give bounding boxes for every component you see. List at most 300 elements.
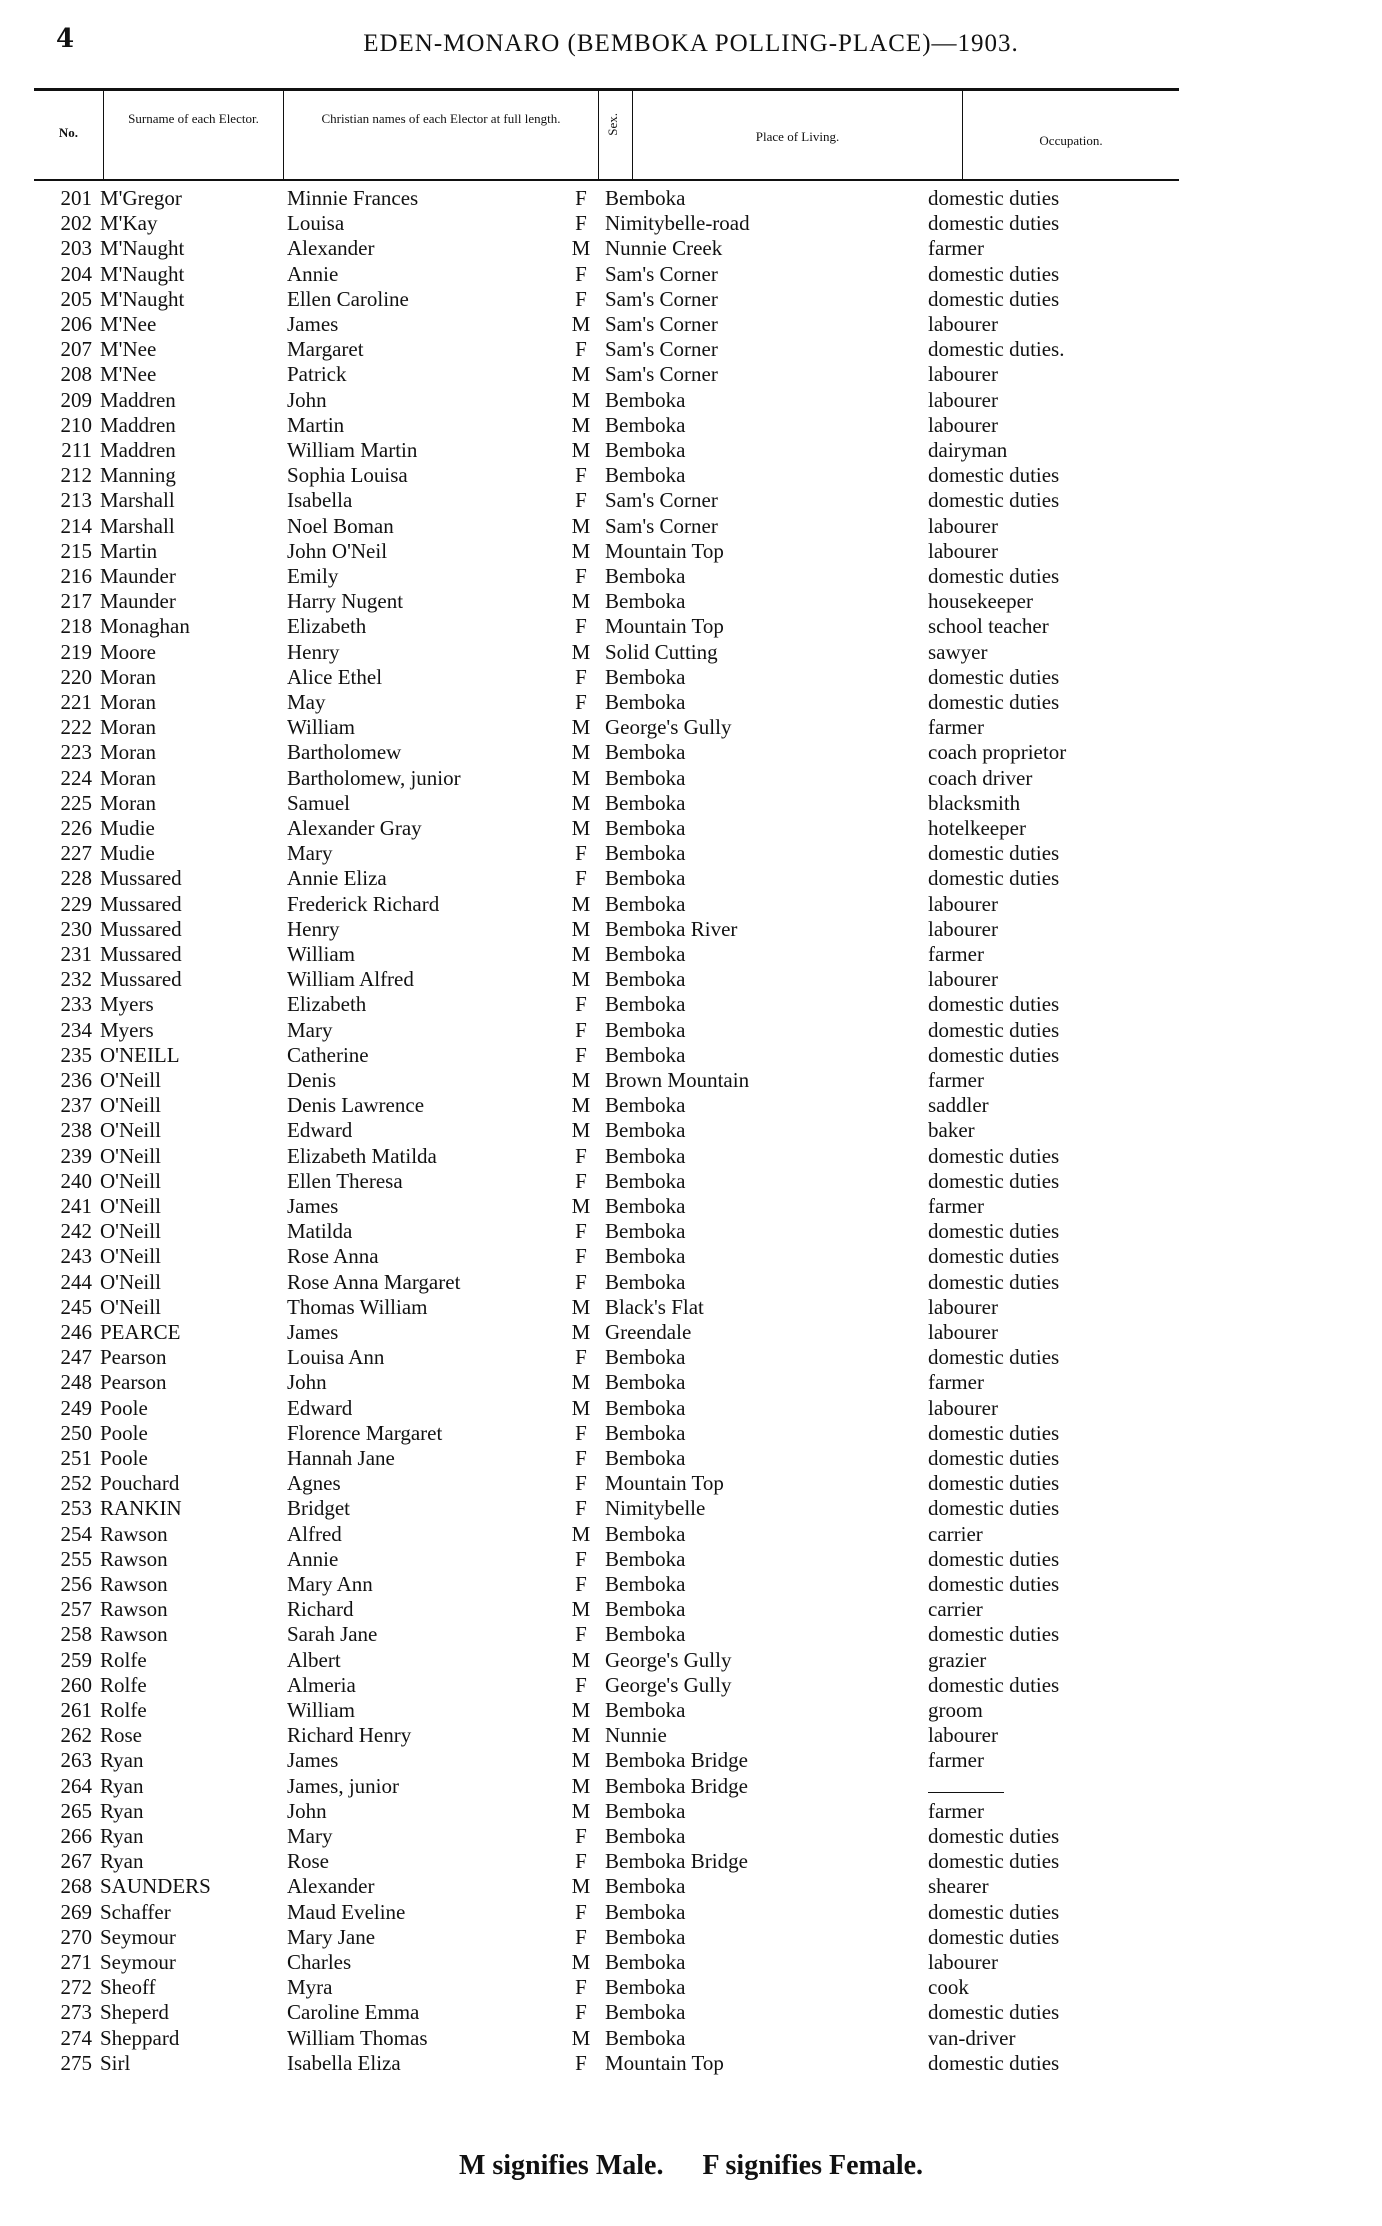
elector-occupation: domestic duties <box>928 1622 1060 1647</box>
elector-christian-names: Patrick <box>287 362 347 387</box>
elector-occupation: domestic duties <box>928 1824 1060 1848</box>
header-surname-label: Surname of each Elector. <box>128 111 259 126</box>
elector-christian-names: Bartholomew <box>287 740 402 765</box>
elector-surname: Seymour <box>100 1924 176 1949</box>
elector-surname: M'Nee <box>100 337 157 362</box>
elector-sex: M <box>571 1874 591 1899</box>
elector-christian-names: Almeria <box>287 1672 356 1697</box>
elector-christian-names: Alice Ethel <box>287 664 383 689</box>
table-row <box>0 2051 1382 2076</box>
elector-surname: O'Neill <box>100 1269 161 1294</box>
elector-number: 261 <box>60 1698 92 1722</box>
elector-number: 215 <box>60 538 92 563</box>
elector-number: 239 <box>60 1143 92 1168</box>
elector-surname: Moran <box>100 740 156 765</box>
elector-sex: F <box>575 1168 587 1193</box>
table-row <box>0 488 1382 513</box>
elector-number: 223 <box>60 740 92 765</box>
elector-christian-names: Alexander <box>287 1874 375 1899</box>
elector-occupation: domestic duties <box>928 1849 1060 1874</box>
elector-number: 219 <box>60 639 92 664</box>
elector-surname: Ryan <box>100 1798 144 1823</box>
elector-christian-names: Rose Anna <box>287 1244 379 1269</box>
elector-surname: Schaffer <box>100 1899 171 1924</box>
elector-surname: O'NEILL <box>100 1042 180 1067</box>
elector-place: George's Gully <box>605 1672 732 1697</box>
elector-occupation: blacksmith <box>928 790 1021 815</box>
elector-sex: M <box>571 589 591 614</box>
elector-sex: M <box>571 1698 591 1722</box>
elector-place: Bemboka <box>605 1521 686 1546</box>
elector-number: 240 <box>60 1168 92 1193</box>
table-row <box>0 1169 1382 1194</box>
elector-christian-names: Hannah Jane <box>287 1446 395 1470</box>
elector-number: 254 <box>60 1521 92 1546</box>
table-row <box>0 1723 1382 1748</box>
elector-place: Bemboka Bridge <box>605 1748 748 1773</box>
elector-christian-names: Mary <box>287 1824 333 1848</box>
elector-occupation: labourer <box>928 1395 998 1420</box>
elector-surname: Maddren <box>100 438 176 462</box>
elector-number: 218 <box>60 614 92 639</box>
elector-christian-names: William Martin <box>287 438 418 462</box>
elector-sex: M <box>571 1118 591 1143</box>
elector-place: Bemboka <box>605 1395 686 1420</box>
elector-occupation: domestic duties <box>928 1546 1060 1571</box>
elector-place: Bemboka <box>605 564 686 588</box>
elector-sex: M <box>571 1521 591 1546</box>
elector-occupation: labourer <box>928 1723 998 1748</box>
elector-surname: Rawson <box>100 1622 168 1647</box>
elector-christian-names: Elizabeth Matilda <box>287 1143 437 1168</box>
elector-occupation: domestic duties <box>928 866 1060 891</box>
elector-occupation: coach driver <box>928 765 1033 790</box>
header-sex-label: Sex. <box>605 113 620 136</box>
elector-christian-names: Louisa <box>287 211 345 236</box>
elector-number: 266 <box>60 1824 92 1848</box>
elector-surname: M'Naught <box>100 261 185 286</box>
elector-number: 274 <box>60 2025 92 2050</box>
elector-place: Bemboka <box>605 1017 686 1042</box>
elector-place: Bemboka <box>605 1698 686 1722</box>
elector-occupation: labourer <box>928 538 998 563</box>
elector-christian-names: William Alfred <box>287 967 414 992</box>
elector-sex: F <box>575 1899 587 1924</box>
elector-sex: M <box>571 1093 591 1118</box>
elector-occupation: domestic duties <box>928 690 1060 714</box>
elector-sex: M <box>571 715 591 740</box>
elector-place: Bemboka <box>605 1194 686 1218</box>
elector-number: 272 <box>60 1975 92 2000</box>
elector-sex: M <box>571 412 591 437</box>
table-row <box>0 967 1382 992</box>
elector-sex: M <box>571 639 591 664</box>
elector-place: Nimitybelle <box>605 1496 706 1521</box>
elector-number: 206 <box>60 312 92 336</box>
elector-surname: Maunder <box>100 564 176 588</box>
table-row <box>0 1496 1382 1521</box>
table-row <box>0 740 1382 765</box>
elector-place: Bemboka <box>605 463 686 488</box>
header-sex <box>599 91 633 179</box>
elector-occupation: labourer <box>928 412 998 437</box>
elector-number: 265 <box>60 1798 92 1823</box>
elector-place: Bemboka <box>605 1874 686 1899</box>
elector-surname: Maunder <box>100 589 176 614</box>
elector-place: Bemboka <box>605 1042 686 1067</box>
table-row <box>0 1093 1382 1118</box>
table-row <box>0 715 1382 740</box>
elector-surname: Pearson <box>100 1370 167 1395</box>
elector-number: 250 <box>60 1420 92 1445</box>
table-row <box>0 892 1382 917</box>
elector-number: 230 <box>60 916 92 941</box>
table-row <box>0 1219 1382 1244</box>
elector-place: Bemboka <box>605 740 686 765</box>
elector-sex: F <box>575 337 587 362</box>
table-row <box>0 413 1382 438</box>
elector-sex: M <box>571 362 591 387</box>
elector-sex: F <box>575 1975 587 2000</box>
table-row <box>0 1799 1382 1824</box>
elector-surname: Maddren <box>100 412 176 437</box>
elector-number: 242 <box>60 1219 92 1244</box>
elector-sex: M <box>571 1723 591 1748</box>
elector-number: 207 <box>60 337 92 362</box>
elector-place: Bemboka <box>605 1899 686 1924</box>
elector-christian-names: Annie <box>287 1546 339 1571</box>
elector-occupation: domestic duties <box>928 664 1060 689</box>
elector-sex: M <box>571 2025 591 2050</box>
elector-sex: M <box>571 740 591 765</box>
table-row <box>0 564 1382 589</box>
elector-sex: F <box>575 992 587 1017</box>
table-row <box>0 1522 1382 1547</box>
elector-christian-names: Thomas William <box>287 1294 428 1319</box>
elector-number: 245 <box>60 1294 92 1319</box>
elector-christian-names: Noel Boman <box>287 513 394 538</box>
elector-place: Sam's Corner <box>605 513 718 538</box>
table-row <box>0 614 1382 639</box>
elector-number: 262 <box>60 1723 92 1748</box>
elector-number: 226 <box>60 816 92 840</box>
elector-occupation: domestic duties <box>928 286 1060 311</box>
elector-occupation: domestic duties <box>928 1471 1060 1496</box>
table-row <box>0 262 1382 287</box>
elector-number: 224 <box>60 765 92 790</box>
elector-occupation: domestic duties <box>928 564 1060 588</box>
elector-number: 208 <box>60 362 92 387</box>
elector-sex: F <box>575 1572 587 1596</box>
elector-number: 211 <box>61 438 92 462</box>
elector-number: 270 <box>60 1924 92 1949</box>
elector-occupation: labourer <box>928 362 998 387</box>
elector-surname: Poole <box>100 1446 148 1470</box>
elector-sex: F <box>575 1824 587 1848</box>
elector-occupation: domestic duties <box>928 186 1060 210</box>
elector-number: 248 <box>60 1370 92 1395</box>
elector-number: 257 <box>60 1597 92 1622</box>
elector-occupation: domestic duties <box>928 1244 1060 1269</box>
elector-occupation: shearer <box>928 1874 989 1899</box>
table-row <box>0 463 1382 488</box>
table-row <box>0 312 1382 337</box>
page-title: EDEN-MONARO (BEMBOKA POLLING-PLACE)—1903. <box>363 30 1019 57</box>
elector-surname: Martin <box>100 538 158 563</box>
elector-surname: M'Naught <box>100 236 185 261</box>
elector-number: 231 <box>60 942 92 966</box>
elector-occupation: van-driver <box>928 2025 1016 2050</box>
elector-sex: M <box>571 942 591 966</box>
elector-surname: SAUNDERS <box>100 1874 211 1899</box>
elector-place: Brown Mountain <box>605 1068 750 1092</box>
elector-occupation: farmer <box>928 1370 984 1395</box>
elector-occupation: domestic duties <box>928 1572 1060 1596</box>
table-row <box>0 186 1382 211</box>
elector-occupation: domestic duties <box>928 1496 1060 1521</box>
elector-christian-names: Ellen Theresa <box>287 1168 403 1193</box>
elector-sex: M <box>571 1395 591 1420</box>
elector-sex: F <box>575 1924 587 1949</box>
elector-christian-names: Annie Eliza <box>287 866 387 891</box>
elector-place: Bemboka <box>605 1924 686 1949</box>
elector-christian-names: May <box>287 690 326 714</box>
elector-christian-names: Caroline Emma <box>287 2000 420 2025</box>
elector-surname: Myers <box>100 992 154 1017</box>
elector-place: Bemboka River <box>605 916 738 941</box>
elector-christian-names: Florence Margaret <box>287 1420 443 1445</box>
elector-sex: F <box>575 211 587 236</box>
elector-surname: Rawson <box>100 1572 168 1596</box>
elector-christian-names: Henry <box>287 916 340 941</box>
elector-place: Bemboka <box>605 765 686 790</box>
elector-number: 201 <box>60 186 92 210</box>
elector-christian-names: Sarah Jane <box>287 1622 378 1647</box>
elector-number: 273 <box>60 2000 92 2025</box>
elector-place: Sam's Corner <box>605 312 718 336</box>
elector-number: 203 <box>60 236 92 261</box>
elector-sex: F <box>575 186 587 210</box>
table-row <box>0 917 1382 942</box>
elector-number: 263 <box>60 1748 92 1773</box>
elector-place: Bemboka <box>605 1244 686 1269</box>
elector-occupation: domestic duties <box>928 1042 1060 1067</box>
elector-sex: M <box>571 1194 591 1218</box>
elector-christian-names: Richard <box>287 1597 354 1622</box>
elector-christian-names: John O'Neil <box>287 538 388 563</box>
table-row <box>0 514 1382 539</box>
elector-number: 258 <box>60 1622 92 1647</box>
elector-occupation: farmer <box>928 1748 984 1773</box>
table-row <box>0 1925 1382 1950</box>
elector-number: 228 <box>60 866 92 891</box>
table-row <box>0 1345 1382 1370</box>
elector-place: Bemboka <box>605 891 686 916</box>
elector-number: 204 <box>60 261 92 286</box>
elector-number: 227 <box>60 841 92 866</box>
elector-place: Mountain Top <box>605 2050 724 2075</box>
table-row <box>0 1849 1382 1874</box>
elector-christian-names: Margaret <box>287 337 364 362</box>
header-no-label: No. <box>58 125 79 140</box>
elector-sex: F <box>575 1244 587 1269</box>
table-row <box>0 589 1382 614</box>
elector-christian-names: Alexander <box>287 236 375 261</box>
table-row <box>0 1370 1382 1395</box>
table-row <box>0 1068 1382 1093</box>
elector-place: Bemboka <box>605 1546 686 1571</box>
table-row <box>0 866 1382 891</box>
elector-sex: F <box>575 1269 587 1294</box>
elector-christian-names: William <box>287 942 355 966</box>
elector-number: 252 <box>60 1471 92 1496</box>
elector-christian-names: Harry Nugent <box>287 589 404 614</box>
elector-sex: M <box>571 1370 591 1395</box>
elector-place: Bemboka <box>605 2025 686 2050</box>
elector-place: Bemboka <box>605 1118 686 1143</box>
elector-place: Bemboka <box>605 1269 686 1294</box>
elector-number: 233 <box>60 992 92 1017</box>
elector-surname: O'Neill <box>100 1068 161 1092</box>
elector-surname: O'Neill <box>100 1194 161 1218</box>
header-place <box>633 91 963 179</box>
elector-place: Bemboka <box>605 412 686 437</box>
elector-surname: Mussared <box>100 891 182 916</box>
elector-sex: F <box>575 1672 587 1697</box>
elector-number: 216 <box>60 564 92 588</box>
elector-occupation: farmer <box>928 942 984 966</box>
elector-occupation: domestic duties <box>928 463 1060 488</box>
elector-place: Bemboka <box>605 1446 686 1470</box>
elector-occupation: domestic duties <box>928 1143 1060 1168</box>
table-row <box>0 236 1382 261</box>
elector-sex: M <box>571 1748 591 1773</box>
elector-place: Bemboka Bridge <box>605 1849 748 1874</box>
elector-place: Bemboka <box>605 186 686 210</box>
elector-occupation: domestic duties <box>928 841 1060 866</box>
elector-place: Bemboka <box>605 942 686 966</box>
elector-christian-names: Richard Henry <box>287 1723 412 1748</box>
elector-number: 209 <box>60 387 92 412</box>
elector-occupation: groom <box>928 1698 983 1722</box>
table-row <box>0 1975 1382 2000</box>
elector-christian-names: John <box>287 1798 327 1823</box>
elector-surname: Sheoff <box>100 1975 156 2000</box>
table-row <box>0 1874 1382 1899</box>
table-row <box>0 1270 1382 1295</box>
elector-number: 205 <box>60 286 92 311</box>
elector-christian-names: Henry <box>287 639 340 664</box>
elector-occupation: domestic duties <box>928 211 1060 236</box>
elector-sex: F <box>575 1622 587 1647</box>
elector-sex: F <box>575 2050 587 2075</box>
elector-surname: Mudie <box>100 841 155 866</box>
elector-christian-names: James <box>287 1194 339 1218</box>
elector-surname: Mudie <box>100 816 155 840</box>
elector-christian-names: Mary Ann <box>287 1572 373 1596</box>
table-row <box>0 1471 1382 1496</box>
elector-surname: Maddren <box>100 387 176 412</box>
elector-number: 229 <box>60 891 92 916</box>
table-row <box>0 1673 1382 1698</box>
table-row <box>0 816 1382 841</box>
table-row <box>0 841 1382 866</box>
table-row <box>0 1144 1382 1169</box>
elector-number: 236 <box>60 1068 92 1092</box>
page-number: 4 <box>56 24 75 54</box>
table-row <box>0 690 1382 715</box>
elector-occupation: cook <box>928 1975 969 2000</box>
elector-christian-names: Emily <box>287 564 339 588</box>
table-row <box>0 1648 1382 1673</box>
elector-occupation: labourer <box>928 967 998 992</box>
elector-sex: M <box>571 387 591 412</box>
elector-occupation: labourer <box>928 1950 998 1974</box>
elector-place: Sam's Corner <box>605 362 718 387</box>
elector-number: 234 <box>60 1017 92 1042</box>
elector-surname: Sheppard <box>100 2025 180 2050</box>
elector-surname: Rawson <box>100 1521 168 1546</box>
elector-surname: Moore <box>100 639 156 664</box>
elector-occupation: carrier <box>928 1597 983 1622</box>
elector-surname: O'Neill <box>100 1244 161 1269</box>
elector-occupation: domestic duties <box>928 992 1060 1017</box>
elector-christian-names: Elizabeth <box>287 992 367 1017</box>
elector-place: Bemboka <box>605 816 686 840</box>
elector-sex: F <box>575 866 587 891</box>
elector-sex: F <box>575 1420 587 1445</box>
elector-place: Bemboka <box>605 2000 686 2025</box>
elector-sex: M <box>571 916 591 941</box>
elector-number: 255 <box>60 1546 92 1571</box>
table-header <box>34 88 1179 181</box>
elector-sex: F <box>575 261 587 286</box>
table-row <box>0 1244 1382 1269</box>
legend-female: F signifies Female. <box>702 2150 924 2181</box>
elector-occupation: labourer <box>928 312 998 336</box>
elector-occupation: carrier <box>928 1521 983 1546</box>
elector-surname: M'Nee <box>100 362 157 387</box>
elector-occupation: domestic duties <box>928 1219 1060 1244</box>
elector-number: 221 <box>60 690 92 714</box>
table-row <box>0 1043 1382 1068</box>
elector-surname: Seymour <box>100 1950 176 1974</box>
elector-sex: F <box>575 614 587 639</box>
elector-place: Bemboka <box>605 589 686 614</box>
elector-surname: Mussared <box>100 942 182 966</box>
elector-surname: Monaghan <box>100 614 190 639</box>
elector-christian-names: Mary <box>287 841 333 866</box>
elector-sex: M <box>571 538 591 563</box>
elector-place: Solid Cutting <box>605 639 718 664</box>
elector-number: 244 <box>60 1269 92 1294</box>
elector-christian-names: James, junior <box>287 1773 399 1798</box>
elector-place: Bemboka <box>605 664 686 689</box>
elector-surname: Moran <box>100 765 156 790</box>
elector-occupation: baker <box>928 1118 975 1143</box>
elector-place: Mountain Top <box>605 538 724 563</box>
elector-surname: Ryan <box>100 1773 144 1798</box>
table-row <box>0 766 1382 791</box>
elector-surname: M'Gregor <box>100 186 182 210</box>
elector-number: 267 <box>60 1849 92 1874</box>
table-row <box>0 1320 1382 1345</box>
elector-occupation: domestic duties <box>928 488 1060 513</box>
elector-christian-names: John <box>287 1370 327 1395</box>
table-row <box>0 388 1382 413</box>
elector-christian-names: Elizabeth <box>287 614 367 639</box>
elector-surname: O'Neill <box>100 1118 161 1143</box>
